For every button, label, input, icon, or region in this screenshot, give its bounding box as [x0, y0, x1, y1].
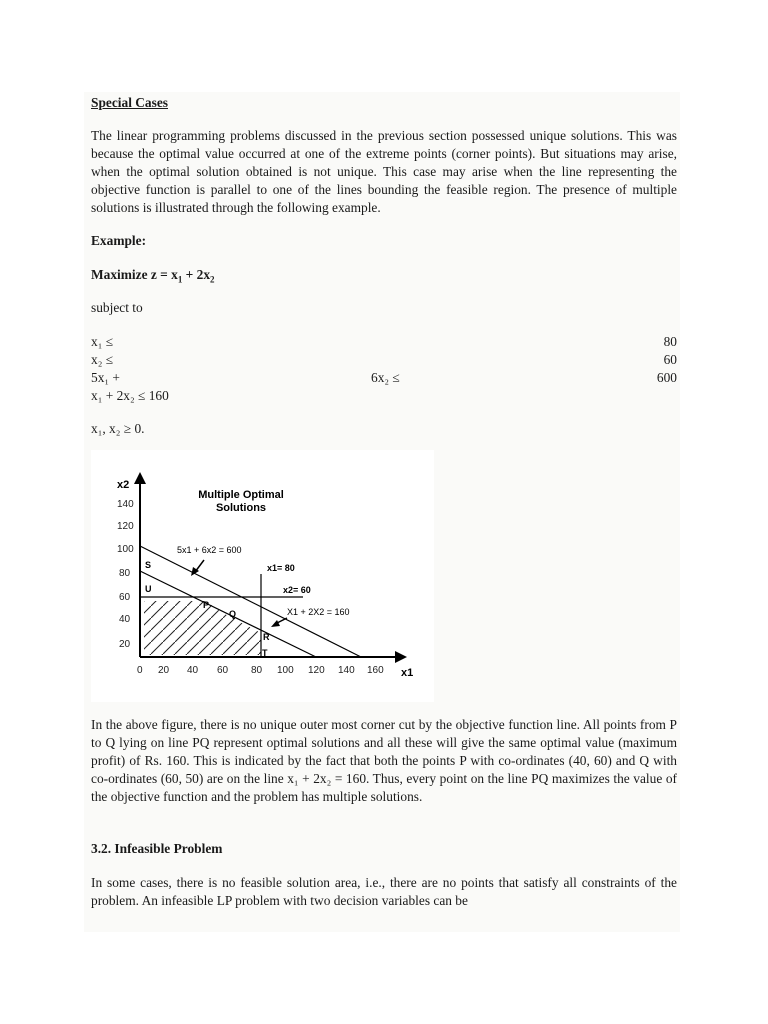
constraint-mid: 6x₂ ≤ — [371, 370, 400, 385]
constraint-row — [91, 387, 677, 405]
y-tick-labels — [117, 499, 134, 650]
constraint-lhs: x₂ ≤ — [91, 352, 114, 367]
point-label: S — [145, 560, 152, 570]
constraint-lhs: x₁ + 2x₂ ≤ 160 — [91, 388, 169, 403]
infeasible-heading: 3.2. Infeasible Problem — [91, 841, 223, 856]
point-label: T — [262, 648, 268, 658]
x-axis-arrow — [395, 651, 407, 663]
figure-title-line2: Solutions — [215, 502, 267, 514]
infeasible-paragraph: In some cases, there is no feasible solution area, i.e., there are no points that satisfy all constraints of the problem. An infeasible LP problem with two decision variables can be — [91, 875, 677, 908]
y-tick: 120 — [117, 521, 134, 532]
subject-to-label: subject to — [91, 300, 143, 315]
label-x1-2x2: X1 + 2X2 = 160 — [287, 607, 350, 617]
y-tick: 20 — [119, 639, 131, 650]
constraint-row — [91, 369, 677, 387]
multiple-solutions-figure — [91, 450, 434, 702]
point-label: U — [145, 584, 152, 594]
label-5x1-6x2: 5x1 + 6x2 = 600 — [177, 545, 242, 555]
x-tick-labels — [137, 665, 384, 676]
y-tick: 140 — [117, 499, 134, 510]
y-axis-arrow — [134, 472, 146, 484]
figure-explanation: In the above figure, there is no unique outer most corner cut by the objective function line. All points from P to Q lying on line PQ represent optimal solutions and all these will give the same optimal value (maximum profit) of Rs. 160. This is indicated by the fact that both the points P with co-ordinates (40, 60) and Q with co-ordinates (60, 50) are on the line x₁ + 2x₂ = 160. Thus, every point on the line PQ maximizes the value of the objective function and the problem has multiple solutions. — [91, 717, 677, 804]
constraint-row — [91, 351, 677, 369]
constraint-lhs: x₁ ≤ — [91, 334, 114, 349]
x-tick: 100 — [277, 665, 294, 676]
x-tick: 140 — [338, 665, 355, 676]
y-tick: 100 — [117, 544, 134, 555]
y-tick: 40 — [119, 614, 131, 625]
point-label: R — [263, 632, 270, 642]
label-x2-60: x2= 60 — [283, 585, 311, 595]
section-title: Special Cases — [91, 95, 168, 110]
x-axis-label: x1 — [401, 667, 414, 679]
y-tick: 60 — [119, 592, 131, 603]
y-axis-label: x2 — [117, 479, 130, 491]
figure-title-line1: Multiple Optimal — [198, 489, 284, 501]
constraint-rhs: 600 — [656, 370, 677, 385]
x-tick: 60 — [217, 665, 229, 676]
x-tick: 120 — [308, 665, 325, 676]
y-tick: 80 — [119, 568, 131, 579]
label-x1-80: x1= 80 — [267, 563, 295, 573]
x-tick: 80 — [251, 665, 263, 676]
x-tick: 160 — [367, 665, 384, 676]
arrow-l4-head — [271, 620, 280, 627]
constraint-row — [91, 333, 677, 351]
objective-function: Maximize $z = x_1 + 2x_2$ — [91, 267, 215, 285]
example-label: Example: — [91, 233, 147, 248]
x-tick: 20 — [158, 665, 170, 676]
intro-paragraph: The linear programming problems discussed in the previous section possessed unique solutions. This was because the optimal value occurred at one of the extreme points (corner points). But situations may arise, when the optimal solution obtained is not unique. This case may arise when the line representing the objective function is parallel to one of the lines bounding the feasible region. The presence of multiple solutions is illustrated through the following example. — [91, 128, 677, 215]
constraint-rhs: 60 — [663, 352, 677, 367]
x-tick: 40 — [187, 665, 199, 676]
constraint-rhs: 80 — [663, 334, 677, 349]
constraint-lhs: 5x₁ + — [91, 370, 120, 385]
point-label: Q — [229, 609, 237, 619]
graph — [91, 450, 434, 702]
x-tick: 0 — [137, 665, 143, 676]
point-label: P — [203, 600, 210, 610]
constraints-block — [91, 333, 677, 405]
non-negativity: x₁, x₂ ≥ 0. — [91, 421, 145, 436]
